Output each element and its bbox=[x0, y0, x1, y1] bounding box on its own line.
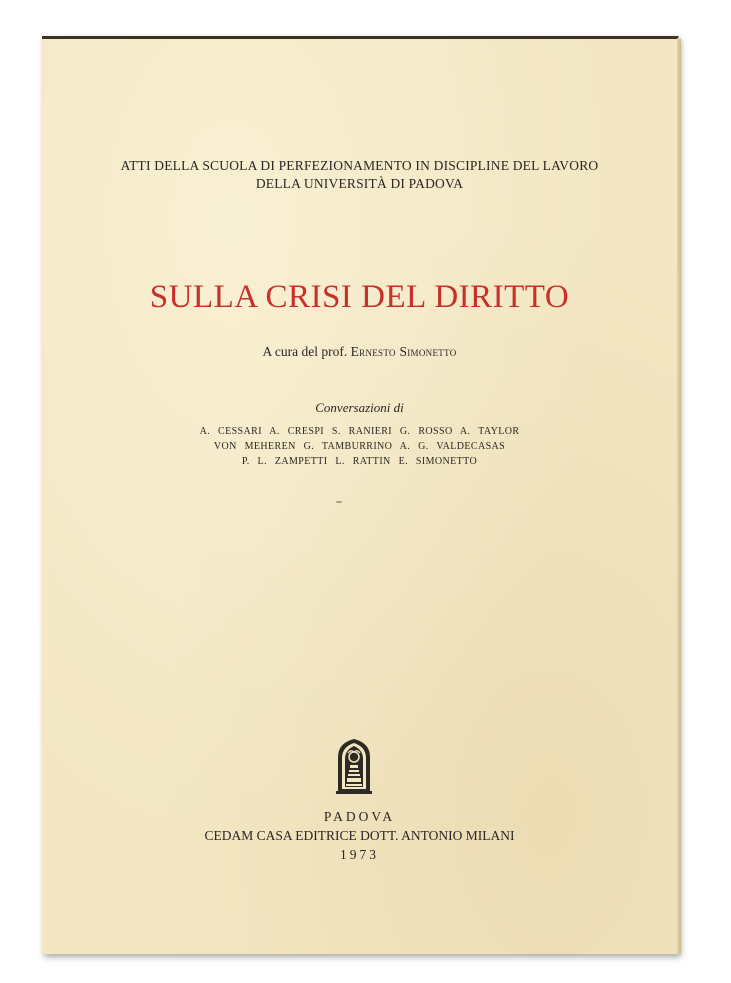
conversations-label: Conversazioni di bbox=[315, 400, 404, 415]
imprint-city: PADOVA bbox=[323, 809, 396, 824]
book-title: SULLA CRISI DEL DIRITTO bbox=[149, 279, 570, 315]
imprint-publisher: CEDAM CASA EDITRICE DOTT. ANTONIO MILANI bbox=[204, 828, 515, 843]
book-cover bbox=[42, 36, 679, 954]
curator-name: Ernesto Simonetto bbox=[350, 344, 457, 359]
authors-line-1: A. CESSARI A. CRESPI S. RANIERI G. ROSSO A. TAYLOR bbox=[199, 426, 520, 437]
series-line-1: ATTI DELLA SCUOLA DI PERFEZIONAMENTO IN DISCIPLINE DEL LAVORO bbox=[120, 158, 599, 173]
paper-speck bbox=[336, 501, 342, 503]
cedam-publisher-emblem-icon bbox=[334, 737, 374, 795]
series-heading bbox=[42, 157, 677, 193]
authors-line-2: VON MEHEREN G. TAMBURRINO A. G. VALDECASAS bbox=[213, 441, 506, 452]
imprint-year: 1973 bbox=[340, 847, 379, 862]
series-line-2: DELLA UNIVERSITÀ DI PADOVA bbox=[255, 176, 464, 191]
curator-prefix: A cura del prof. bbox=[262, 344, 351, 359]
authors-line-3: P. L. ZAMPETTI L. RATTIN E. SIMONETTO bbox=[241, 456, 478, 467]
authors-list bbox=[42, 424, 677, 469]
imprint bbox=[42, 807, 677, 864]
curator-line bbox=[42, 343, 677, 361]
